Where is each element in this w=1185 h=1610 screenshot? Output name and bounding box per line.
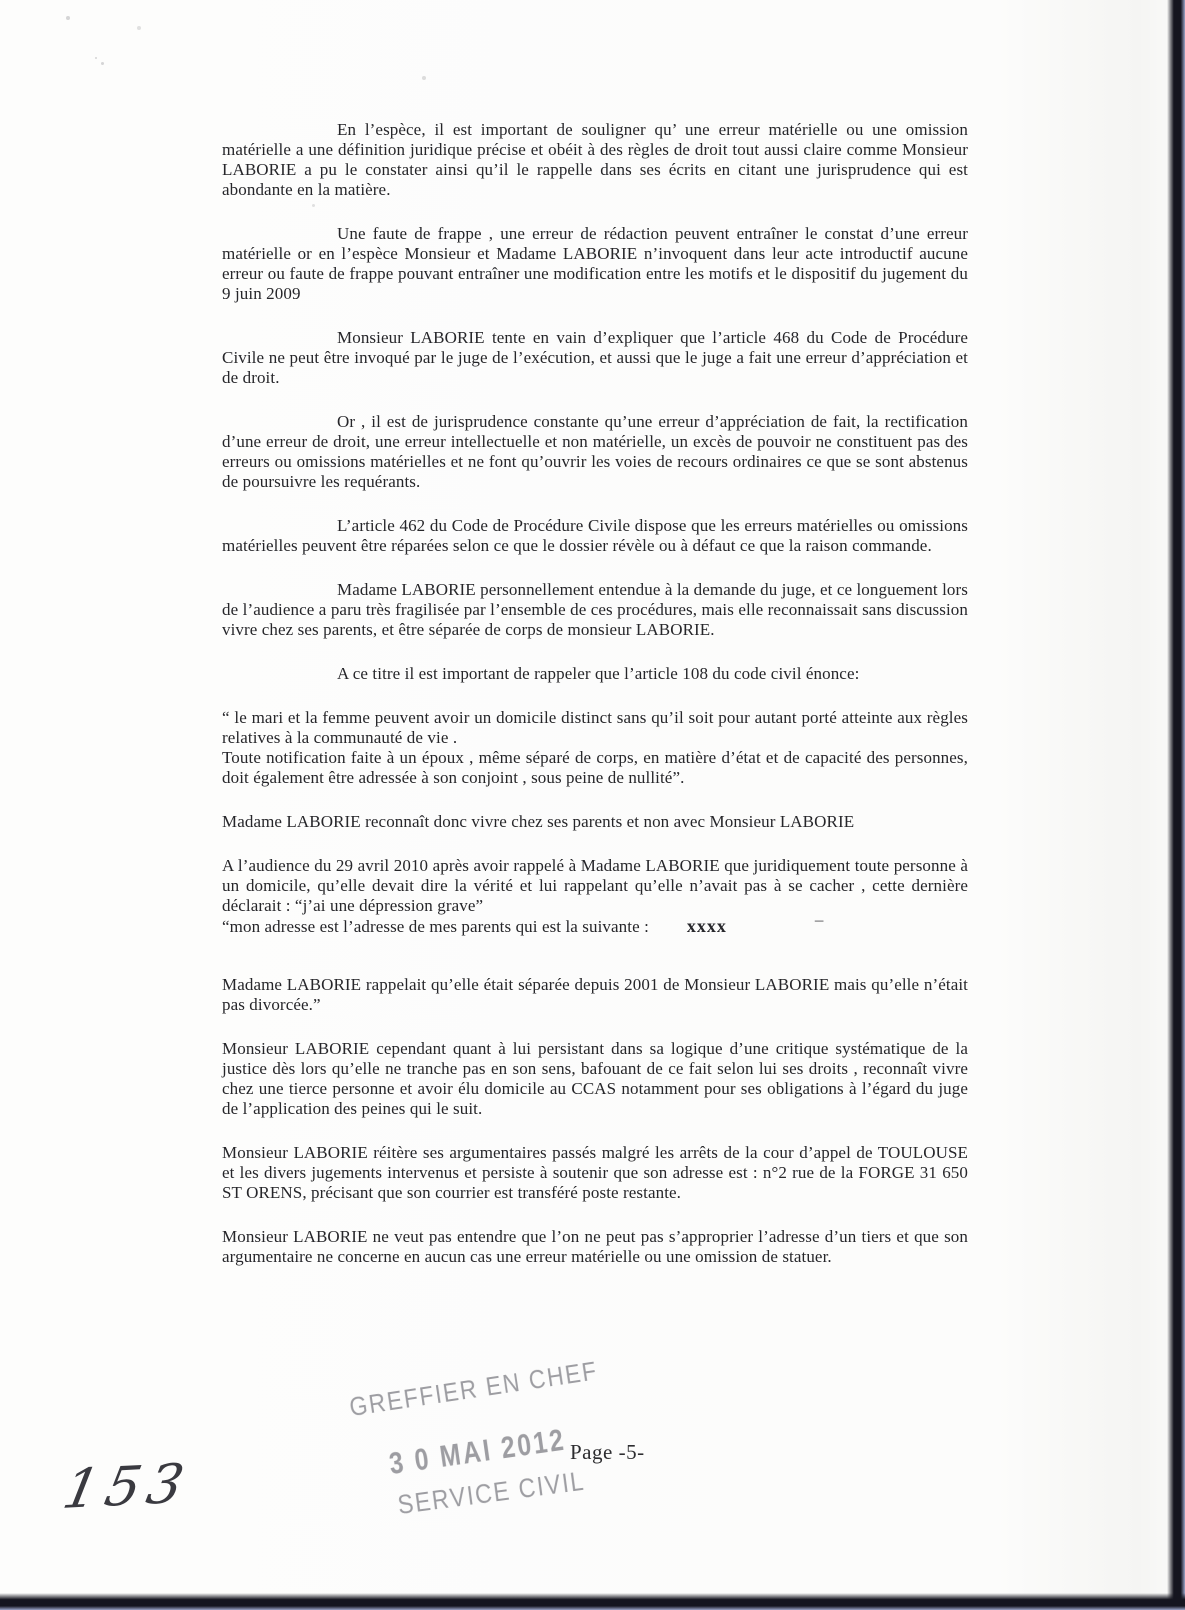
paragraph: En l’espèce, il est important de souligner qu’ une erreur matérielle ou une omission matérielle a une définition juridique précise et obéit à des règles de droit tout aussi claire comme Monsieur LABORIE a pu le constater ainsi qu’il le rappelle dans ses écrits en citant une jurisprudence qui est abondante en la matière. (222, 120, 968, 199)
paragraph: Toute notification faite à un époux , même séparé de corps, en matière d’état et de capacité des personnes, doit également être adressée à son conjoint , sous peine de nullité”. (222, 748, 968, 787)
address-declaration-line (222, 910, 968, 937)
paragraph: Madame LABORIE personnellement entendue à la demande du juge, et ce longuement lors de l’audience a paru très fragilisée par l’ensemble de ces procédures, mais elle reconnaissait sans discussion vivre chez ses parents, et être séparée de corps de monsieur LABORIE. (222, 580, 968, 639)
paragraph: Or , il est de jurisprudence constante qu’une erreur d’appréciation de fait, la rectification d’une erreur de droit, une erreur intellectuelle et non matérielle, un excès de pouvoir ne constituent pas des erreurs ou omissions matérielles et ne font qu’ouvrir les voies de recours ordinaires ce que se sont abstenus de poursuivre les requérants. (222, 412, 968, 491)
scan-edge-right (1167, 0, 1185, 1610)
paragraph: Monsieur LABORIE tente en vain d’expliquer que l’article 468 du Code de Procédure Civile ne peut être invoqué par le juge de l’exécution, et aussi que le juge a fait une erreur d’appréciation et de droit. (222, 328, 968, 387)
redaction-dash: – (814, 910, 824, 929)
paragraph: L’article 462 du Code de Procédure Civile dispose que les erreurs matérielles ou omissions matérielles peuvent être réparées selon ce que le dossier révèle ou à défaut ce que la raison commande. (222, 516, 968, 555)
paragraph: Madame LABORIE rappelait qu’elle était séparée depuis 2001 de Monsieur LABORIE mais qu’elle n’était pas divorcée.” (222, 975, 968, 1014)
paragraph: A ce titre il est important de rappeler que l’article 108 du code civil énonce: (337, 664, 860, 683)
address-text: “mon adresse est l’adresse de mes parents qui est la suivante : (222, 917, 649, 936)
paragraph: A l’audience du 29 avril 2010 après avoir rappelé à Madame LABORIE que juridiquement toute personne à un domicile, qu’elle devait dire la vérité et lui rappelant qu’elle n’avait pas à se cacher , cette dernière déclarait : “j’ai une dépression grave” (222, 856, 968, 915)
paragraph: Madame LABORIE reconnaît donc vivre chez ses parents et non avec Monsieur LABORIE (222, 812, 855, 831)
scan-speckle (422, 76, 426, 80)
page-number-label: Page -5- (570, 1440, 645, 1464)
paragraph: Monsieur LABORIE cependant quant à lui persistant dans sa logique d’une critique systématique de la justice dès lors qu’elle ne tranche pas en son sens, bafouant de ce fait selon lui ses droits , reconnaît vivre chez une tierce personne et avoir élu domicile au CCAS notamment pour ses obligations à l’égard du juge de l’application des peines qui le suit. (222, 1039, 968, 1118)
stamp-date: 3 0 MAI 2012 (386, 1421, 568, 1482)
redacted-address: xxxx (686, 916, 727, 936)
paragraph: Une faute de frappe , une erreur de rédaction peuvent entraîner le constat d’une erreur matérielle or en l’espèce Monsieur et Madame LABORIE n’invoquent dans leur acte introductif aucune erreur ou faute de frappe pouvant entraîner une modification entre les motifs et le dispositif du jugement du 9 juin 2009 (222, 224, 968, 303)
paragraph: Monsieur LABORIE ne veut pas entendre que l’on ne peut pas s’approprier l’adresse d’un tiers et que son argumentaire ne concerne en aucun cas une erreur matérielle ou une omission de statuer. (222, 1227, 968, 1266)
paragraph: “ le mari et la femme peuvent avoir un domicile distinct sans qu’il soit pour autant porté atteinte aux règles relatives à la communauté de vie . (222, 708, 968, 747)
scan-speckle (66, 16, 70, 20)
handwritten-folio-number: 153 (58, 1451, 196, 1521)
stamp-greffier-en-chef: GREFFIER EN CHEF (347, 1355, 600, 1423)
paragraph: Monsieur LABORIE réitère ses argumentaires passés malgré les arrêts de la cour d’appel de TOULOUSE et les divers jugements intervenus et persiste à soutenir que son adresse est : n°2 rue de la FORGE 31 650 ST ORENS, précisant que son courrier est transféré poste restante. (222, 1143, 968, 1202)
scan-edge-bottom (0, 1593, 1185, 1610)
document-body (222, 120, 968, 1267)
scan-speckle (312, 204, 315, 207)
stamp-service-civil: SERVICE CIVIL (395, 1465, 587, 1521)
scan-speckle (95, 57, 97, 59)
scan-speckle (137, 26, 141, 30)
scan-speckle (101, 62, 104, 65)
